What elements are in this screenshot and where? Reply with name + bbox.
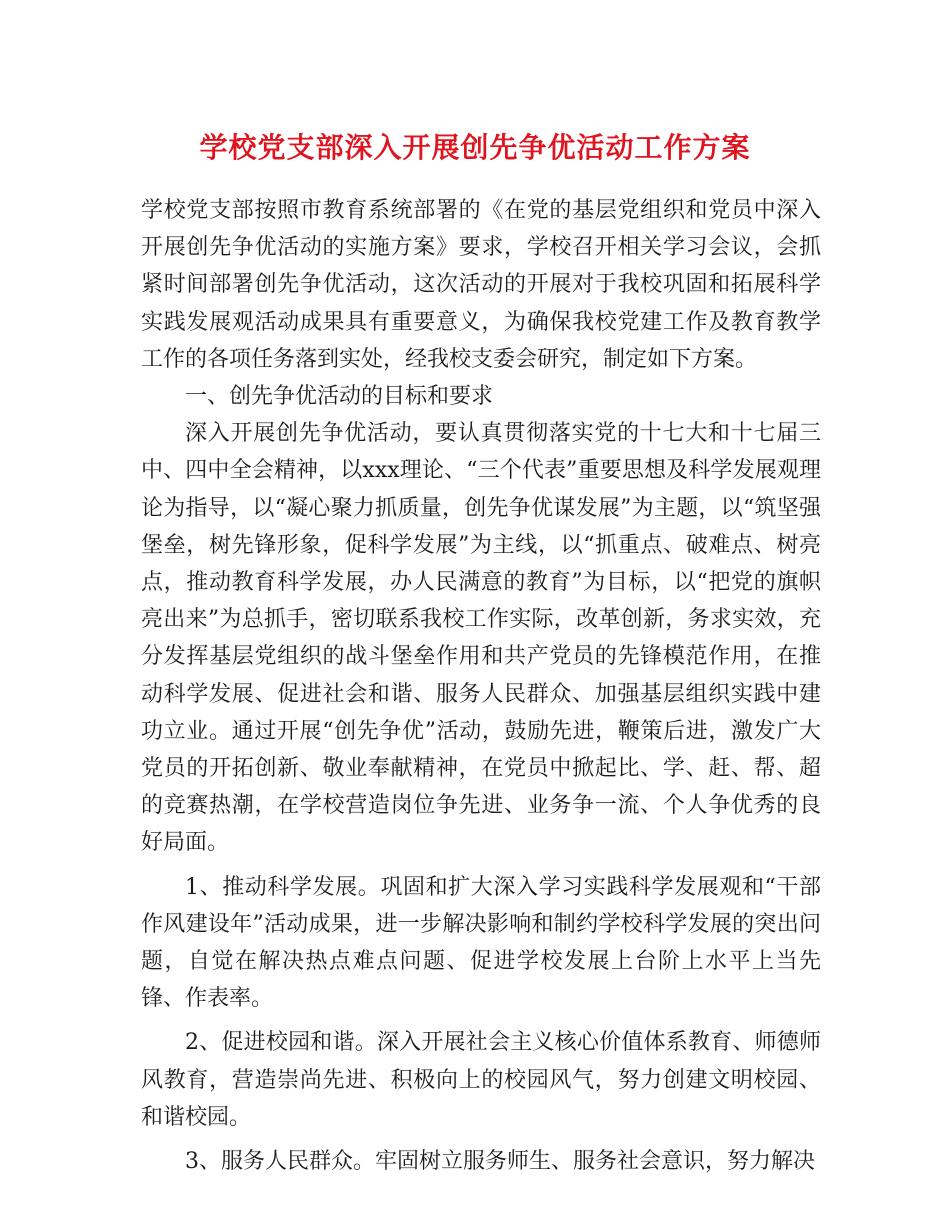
section-heading-goals: 一、创先争优活动的目标和要求 (185, 384, 494, 410)
paragraph-item-3: 3、服务人民群众。牢固树立服务师生、服务社会意识，努力解决 (185, 1149, 815, 1175)
paragraph-item-2: 2、促进校园和谐。深入开展社会主义核心价值体系教育、师德师风教育，营造崇尚先进、积极向上的校园风气，努力创建文明校园、和谐校园。 (141, 1030, 821, 1130)
document-body (141, 192, 821, 1180)
paragraph-goals: 深入开展创先争优活动，要认真贯彻落实党的十七大和十七届三中、四中全会精神，以xxx理论、“三个代表”重要思想及科学发展观理论为指导，以“凝心聚力抓质量，创先争优谋发展”为主题，以“筑坚强堡垒，树先锋形象，促科学发展”为主线，以“抓重点、破难点、树亮点，推动教育科学发展，办人民满意的教育”为目标，以“把党的旗帜亮出来”为总抓手，密切联系我校工作实际，改革创新，务求实效，充分发挥基层党组织的战斗堡垒作用和共产党员的先锋模范作用，在推动科学发展、促进社会和谐、服务人民群众、加强基层组织实践中建功立业。通过开展“创先争优”活动，鼓励先进，鞭策后进，激发广大党员的开拓创新、敬业奉献精神，在党员中掀起比、学、赶、帮、超的竞赛热潮，在学校营造岗位争先进、业务争一流、个人争优秀的良好局面。 (141, 421, 821, 856)
document-title: 学校党支部深入开展创先争优活动工作方案 (199, 131, 751, 164)
paragraph-intro: 学校党支部按照市教育系统部署的《在党的基层党组织和党员中深入开展创先争优活动的实施方案》要求，学校召开相关学习会议，会抓紧时间部署创先争优活动，这次活动的开展对于我校巩固和拓展科学实践发展观活动成果具有重要意义，为确保我校党建工作及教育教学工作的各项任务落到实处，经我校支委会研究，制定如下方案。 (141, 198, 821, 372)
paragraph-item-1: 1、推动科学发展。巩固和扩大深入学习实践科学发展观和“干部作风建设年”活动成果，进一步解决影响和制约学校科学发展的突出问题，自觉在解决热点难点问题、促进学校发展上台阶上水平上当先锋、作表率。 (141, 874, 821, 1012)
